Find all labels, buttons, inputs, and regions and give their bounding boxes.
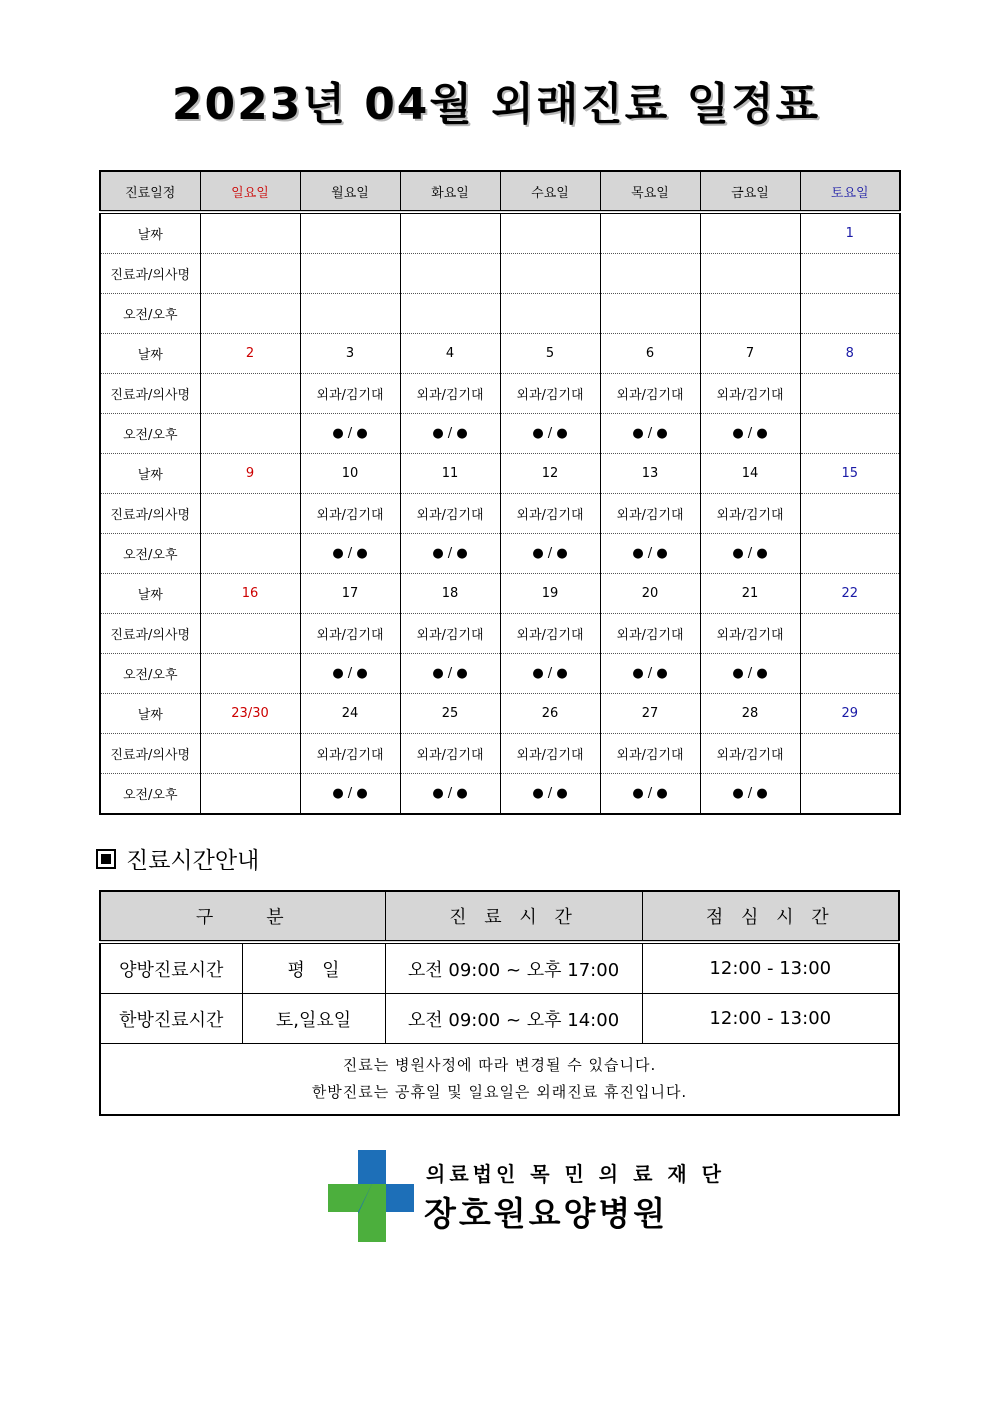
date-cell: 14 — [700, 454, 800, 494]
dept-cell — [400, 254, 500, 294]
dept-cell — [600, 254, 700, 294]
header-monday: 월요일 — [300, 171, 400, 212]
date-cell — [200, 212, 300, 254]
row-label: 오전/오후 — [100, 414, 200, 454]
dept-cell — [200, 494, 300, 534]
session-cell: ● / ● — [700, 654, 800, 694]
session-cell: ● / ● — [600, 654, 700, 694]
dept-cell — [800, 734, 900, 774]
session-cell — [200, 654, 300, 694]
session-cell: ● / ● — [400, 774, 500, 815]
hours-days: 평 일 — [242, 942, 385, 994]
hours-header-time: 진 료 시 간 — [385, 891, 642, 942]
row-label: 진료과/의사명 — [100, 254, 200, 294]
date-cell: 20 — [600, 574, 700, 614]
date-cell: 24 — [300, 694, 400, 734]
session-cell: ● / ● — [600, 774, 700, 815]
logo-hospital-name: 장호원요양병원 — [424, 1194, 669, 1233]
date-cell: 17 — [300, 574, 400, 614]
week-3-dept-row — [100, 494, 900, 534]
dept-cell — [800, 614, 900, 654]
dept-cell — [200, 734, 300, 774]
date-cell: 16 — [200, 574, 300, 614]
session-cell — [300, 294, 400, 334]
session-cell — [400, 294, 500, 334]
date-cell: 8 — [800, 334, 900, 374]
dept-cell: 외과/김기대 — [700, 494, 800, 534]
header-sunday: 일요일 — [200, 171, 300, 212]
row-label: 날짜 — [100, 212, 200, 254]
week-2-date-row — [100, 334, 900, 374]
dept-cell: 외과/김기대 — [700, 374, 800, 414]
session-cell: ● / ● — [300, 414, 400, 454]
row-label: 진료과/의사명 — [100, 734, 200, 774]
hours-header-category: 구 분 — [100, 891, 385, 942]
dept-cell: 외과/김기대 — [700, 614, 800, 654]
row-label: 날짜 — [100, 574, 200, 614]
dept-cell — [700, 254, 800, 294]
session-cell: ● / ● — [700, 774, 800, 815]
header-friday: 금요일 — [700, 171, 800, 212]
hours-header-row — [100, 891, 899, 942]
week-2-dept-row — [100, 374, 900, 414]
date-cell: 28 — [700, 694, 800, 734]
session-cell — [700, 294, 800, 334]
dept-cell: 외과/김기대 — [500, 374, 600, 414]
date-cell: 7 — [700, 334, 800, 374]
dept-cell — [800, 374, 900, 414]
dept-cell — [300, 254, 400, 294]
week-3-date-row — [100, 454, 900, 494]
date-cell: 23/30 — [200, 694, 300, 734]
date-cell: 1 — [800, 212, 900, 254]
date-cell: 5 — [500, 334, 600, 374]
row-label: 날짜 — [100, 454, 200, 494]
date-cell: 10 — [300, 454, 400, 494]
dept-cell: 외과/김기대 — [300, 374, 400, 414]
hours-lunch: 12:00 - 13:00 — [642, 994, 899, 1044]
session-cell: ● / ● — [500, 654, 600, 694]
hospital-logo — [328, 1150, 725, 1242]
week-3-session-row — [100, 534, 900, 574]
dept-cell — [200, 254, 300, 294]
session-cell: ● / ● — [600, 414, 700, 454]
session-cell: ● / ● — [400, 534, 500, 574]
date-cell: 9 — [200, 454, 300, 494]
header-saturday: 토요일 — [800, 171, 900, 212]
session-cell: ● / ● — [700, 534, 800, 574]
header-schedule: 진료일정 — [100, 171, 200, 212]
date-cell: 26 — [500, 694, 600, 734]
header-thursday: 목요일 — [600, 171, 700, 212]
dept-cell — [200, 614, 300, 654]
week-4-session-row — [100, 654, 900, 694]
date-cell: 19 — [500, 574, 600, 614]
session-cell — [200, 414, 300, 454]
date-cell: 25 — [400, 694, 500, 734]
week-5-date-row — [100, 694, 900, 734]
session-cell: ● / ● — [700, 414, 800, 454]
dept-cell — [500, 254, 600, 294]
date-cell: 4 — [400, 334, 500, 374]
hours-row-western — [100, 942, 899, 994]
date-cell — [600, 212, 700, 254]
hours-notes-row — [100, 1044, 899, 1116]
hours-table — [99, 890, 900, 1116]
dept-cell: 외과/김기대 — [700, 734, 800, 774]
dept-cell: 외과/김기대 — [400, 494, 500, 534]
dept-cell: 외과/김기대 — [600, 734, 700, 774]
dept-cell: 외과/김기대 — [600, 374, 700, 414]
date-cell: 27 — [600, 694, 700, 734]
session-cell — [200, 534, 300, 574]
date-cell — [300, 212, 400, 254]
header-tuesday: 화요일 — [400, 171, 500, 212]
session-cell — [600, 294, 700, 334]
week-5-session-row — [100, 774, 900, 815]
week-4-date-row — [100, 574, 900, 614]
dept-cell — [800, 494, 900, 534]
schedule-table — [99, 170, 901, 815]
row-label: 오전/오후 — [100, 774, 200, 815]
dept-cell: 외과/김기대 — [300, 734, 400, 774]
date-cell: 2 — [200, 334, 300, 374]
header-wednesday: 수요일 — [500, 171, 600, 212]
session-cell: ● / ● — [300, 774, 400, 815]
session-cell: ● / ● — [500, 534, 600, 574]
week-1-session-row — [100, 294, 900, 334]
hours-section-title: 진료시간안내 — [126, 848, 260, 874]
hours-section-heading — [96, 842, 259, 875]
session-cell: ● / ● — [500, 774, 600, 815]
session-cell: ● / ● — [400, 414, 500, 454]
dept-cell: 외과/김기대 — [600, 494, 700, 534]
hours-note: 진료는 병원사정에 따라 변경될 수 있습니다. — [342, 1056, 657, 1074]
row-label: 진료과/의사명 — [100, 614, 200, 654]
session-cell — [200, 774, 300, 815]
hours-row-oriental — [100, 994, 899, 1044]
session-cell — [800, 294, 900, 334]
schedule-header-row — [100, 171, 900, 212]
row-label: 날짜 — [100, 334, 200, 374]
session-cell: ● / ● — [600, 534, 700, 574]
date-cell: 21 — [700, 574, 800, 614]
hours-days: 토,일요일 — [242, 994, 385, 1044]
dept-cell: 외과/김기대 — [600, 614, 700, 654]
dept-cell: 외과/김기대 — [300, 494, 400, 534]
date-cell — [400, 212, 500, 254]
week-1-dept-row — [100, 254, 900, 294]
session-cell — [200, 294, 300, 334]
week-5-dept-row — [100, 734, 900, 774]
date-cell: 15 — [800, 454, 900, 494]
session-cell: ● / ● — [500, 414, 600, 454]
session-cell: ● / ● — [300, 534, 400, 574]
session-cell: ● / ● — [400, 654, 500, 694]
page-title: 2023년 04월 외래진료 일정표 — [171, 79, 821, 130]
date-cell: 3 — [300, 334, 400, 374]
session-cell — [500, 294, 600, 334]
date-cell — [700, 212, 800, 254]
date-cell: 11 — [400, 454, 500, 494]
date-cell: 13 — [600, 454, 700, 494]
row-label: 오전/오후 — [100, 654, 200, 694]
date-cell: 29 — [800, 694, 900, 734]
hours-type: 양방진료시간 — [100, 942, 242, 994]
session-cell — [800, 774, 900, 815]
session-cell: ● / ● — [300, 654, 400, 694]
session-cell — [800, 654, 900, 694]
dept-cell — [200, 374, 300, 414]
date-cell: 18 — [400, 574, 500, 614]
dept-cell: 외과/김기대 — [400, 734, 500, 774]
hours-type: 한방진료시간 — [100, 994, 242, 1044]
date-cell: 22 — [800, 574, 900, 614]
row-label: 오전/오후 — [100, 534, 200, 574]
session-cell — [800, 414, 900, 454]
date-cell: 6 — [600, 334, 700, 374]
row-label: 진료과/의사명 — [100, 494, 200, 534]
hours-header-lunch: 점 심 시 간 — [642, 891, 899, 942]
dept-cell — [800, 254, 900, 294]
dept-cell: 외과/김기대 — [300, 614, 400, 654]
row-label: 오전/오후 — [100, 294, 200, 334]
hours-lunch: 12:00 - 13:00 — [642, 942, 899, 994]
session-cell — [800, 534, 900, 574]
date-cell — [500, 212, 600, 254]
date-cell: 12 — [500, 454, 600, 494]
dept-cell: 외과/김기대 — [500, 614, 600, 654]
dept-cell: 외과/김기대 — [500, 734, 600, 774]
hours-note: 한방진료는 공휴일 및 일요일은 외래진료 휴진입니다. — [311, 1083, 688, 1101]
hours-notes — [100, 1044, 899, 1116]
medical-cross-icon — [328, 1150, 420, 1242]
dept-cell: 외과/김기대 — [400, 614, 500, 654]
dept-cell: 외과/김기대 — [500, 494, 600, 534]
week-4-dept-row — [100, 614, 900, 654]
filled-square-icon — [96, 849, 116, 869]
hours-time: 오전 09:00 ~ 오후 17:00 — [385, 942, 642, 994]
row-label: 날짜 — [100, 694, 200, 734]
week-1-date-row — [100, 212, 900, 254]
hours-time: 오전 09:00 ~ 오후 14:00 — [385, 994, 642, 1044]
dept-cell: 외과/김기대 — [400, 374, 500, 414]
logo-org-name: 의료법인 목 민 의 료 재 단 — [426, 1162, 725, 1186]
week-2-session-row — [100, 414, 900, 454]
row-label: 진료과/의사명 — [100, 374, 200, 414]
